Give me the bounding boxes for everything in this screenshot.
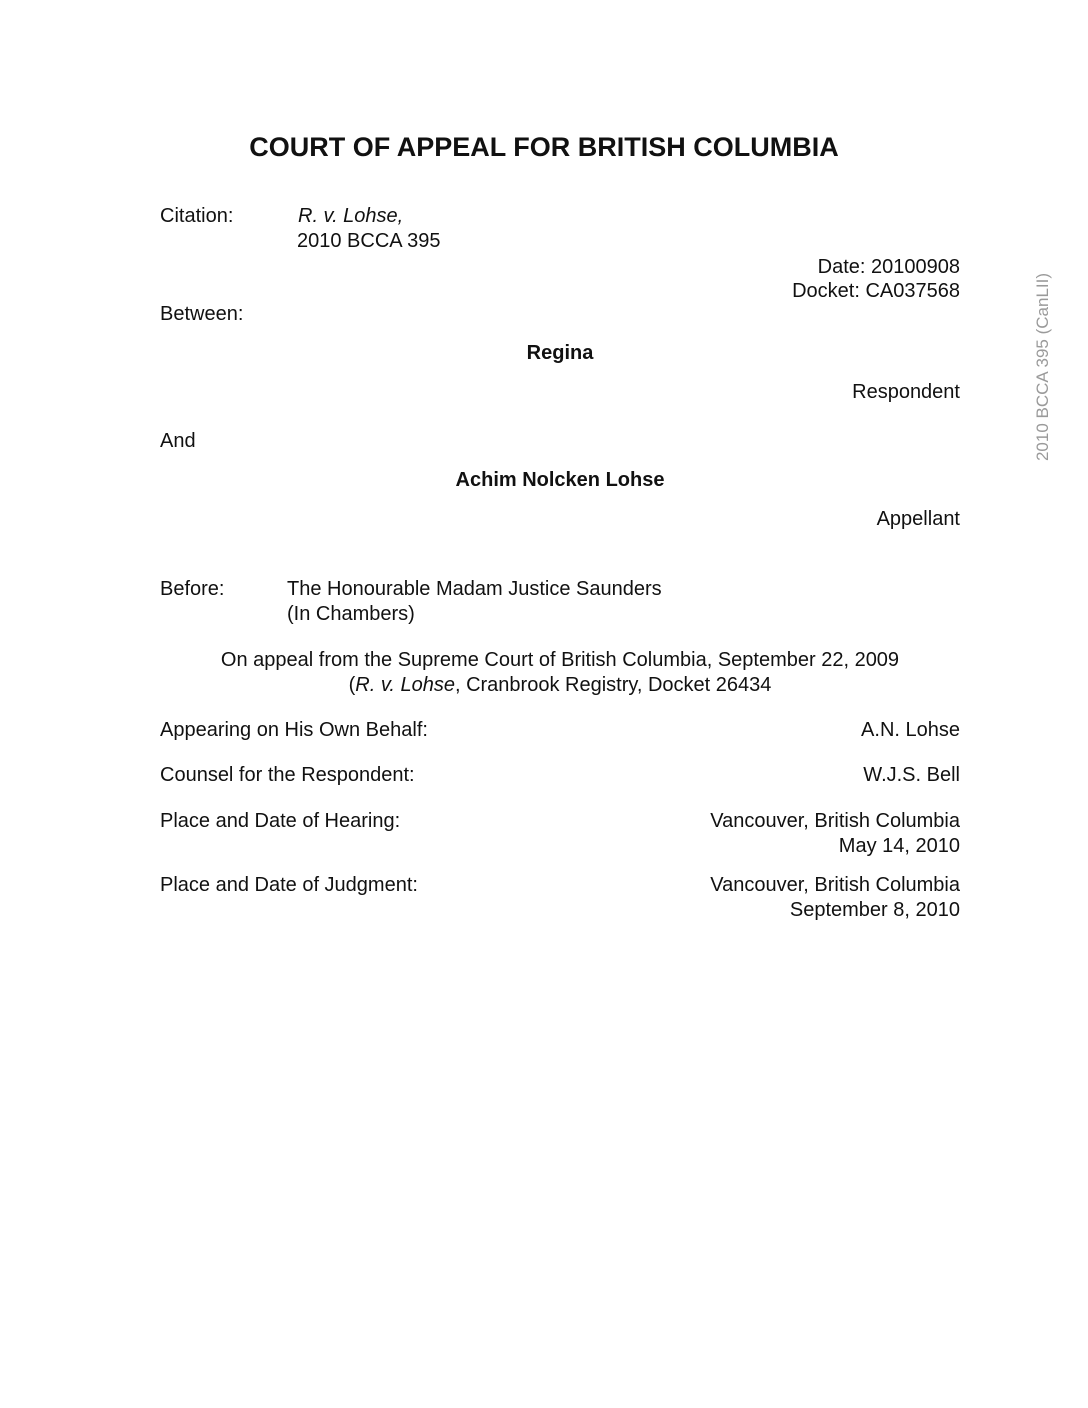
and-label: And [160,430,196,452]
court-title: COURT OF APPEAL FOR BRITISH COLUMBIA [249,132,839,162]
respondent-counsel-value: W.J.S. Bell [863,764,960,786]
chambers-note: (In Chambers) [287,603,415,625]
party-respondent-role: Respondent [852,381,960,403]
decision-date: Date: 20100908 [817,256,960,278]
appeal-registry-line [160,673,960,697]
before-label: Before: [160,578,225,600]
docket-number: Docket: CA037568 [792,280,960,302]
hearing-label: Place and Date of Hearing: [160,810,401,832]
appeal-case-name: R. v. Lohse [355,674,455,696]
between-label: Between: [160,303,244,325]
judgment-place: Vancouver, British Columbia [710,874,960,896]
party-appellant-name: Achim Nolcken Lohse [455,469,665,491]
respondent-counsel-label: Counsel for the Respondent: [160,764,415,786]
party-appellant-role: Appellant [876,508,960,530]
canlii-watermark: 2010 BCCA 395 (CanLII) [1033,272,1052,462]
hearing-place: Vancouver, British Columbia [710,810,960,832]
party-respondent-name: Regina [526,342,594,364]
appeal-open-paren: ( [348,674,356,696]
citation-label: Citation: [160,205,234,227]
citation-case-name: R. v. Lohse, [298,205,404,227]
citation-neutral: 2010 BCCA 395 [297,230,441,252]
appeal-registry-text: , Cranbrook Registry, Docket 26434 [454,674,772,696]
appeal-from-line: On appeal from the Supreme Court of British Columbia, September 22, 2009 [220,649,900,671]
own-behalf-label: Appearing on His Own Behalf: [160,719,428,741]
hearing-date: May 14, 2010 [838,835,960,857]
judgment-label: Place and Date of Judgment: [160,874,418,896]
judge-name: The Honourable Madam Justice Saunders [287,578,662,600]
own-behalf-value: A.N. Lohse [861,719,960,741]
judgment-date: September 8, 2010 [789,899,960,921]
